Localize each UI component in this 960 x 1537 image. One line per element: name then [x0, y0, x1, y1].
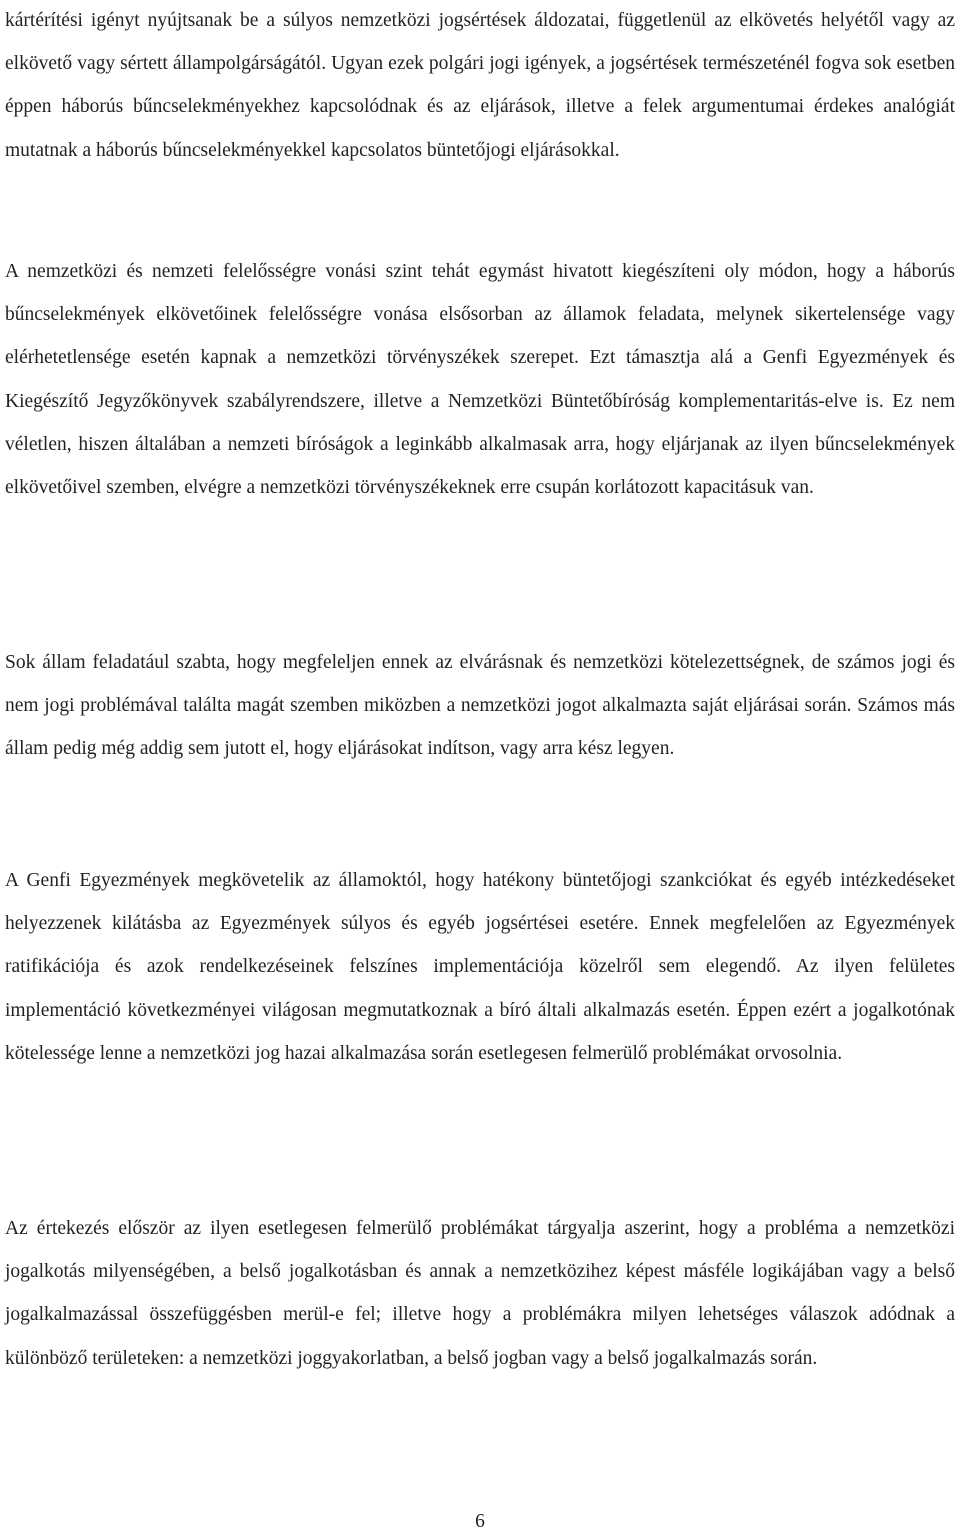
paragraph-1: kártérítési igényt nyújtsanak be a súlyos nemzetközi jogsértések áldozatai, függetlenül az elkövetés helyétől vagy az elkövető vagy sértett állampolgárságától. Ugyan ezek polgári jogi igények, a jogsértések természeténél fogva sok esetben éppen háborús bűncselekményekhez kapcsolódnak és az eljárások, illetve a felek argumentumai érdekes analógiát mutatnak a háborús bűncselekményekkel kapcsolatos büntetőjogi eljárásokkal. [5, 10, 955, 161]
paragraph-3: Sok állam feladatául szabta, hogy megfeleljen ennek az elvárásnak és nemzetközi kötelezettségnek, de számos jogi és nem jogi problémával találta magát szemben miközben a nemzetközi jogot alkalmazta saját eljárásai során. Számos más állam pedig még addig sem jutott el, hogy eljárásokat indítson, vagy arra kész legyen. [5, 652, 955, 760]
paragraph-2: A nemzetközi és nemzeti felelősségre vonási szint tehát egymást hivatott kiegészíteni oly módon, hogy a háborús bűncselekmények elkövetőinek felelősségre vonása elsősorban az államok feladata, melynek sikertelensége vagy elérhetetlensége esetén kapnak a nemzetközi törvényszékek szerepet. Ezt támasztja alá a Genfi Egyezmények és Kiegészítő Jegyzőkönyvek szabályrendszere, illetve a Nemzetközi Büntetőbíróság komplementaritás-elve is. Ez nem véletlen, hiszen általában a nemzeti bíróságok a leginkább alkalmasak arra, hogy eljárjanak az ilyen bűncselekmények elkövetőivel szemben, elvégre a nemzetközi törvényszékeknek erre csupán korlátozott kapacitásuk van. [5, 261, 955, 499]
page-number: 6 [475, 1511, 485, 1532]
paragraph-4: A Genfi Egyezmények megkövetelik az államoktól, hogy hatékony büntetőjogi szankciókat és egyéb intézkedéseket helyezzenek kilátásba az Egyezmények súlyos és egyéb jogsértései esetére. Ennek megfelelően az Egyezmények ratifikációja és azok rendelkezéseinek felszínes implementációja közelről sem elegendő. Az ilyen felületes implementáció következményei világosan megmutatkoznak a bíró általi alkalmazás esetén. Éppen ezért a jogalkotónak kötelessége lenne a nemzetközi jog hazai alkalmazása során esetlegesen felmerülő problémákat orvosolnia. [5, 870, 955, 1064]
paragraph-5: Az értekezés először az ilyen esetlegesen felmerülő problémákat tárgyalja aszerint, hogy a probléma a nemzetközi jogalkotás milyenségében, a belső jogalkotásban és annak a nemzetközihez képest másféle logikájában vagy a belső jogalkalmazással összefüggésben merül-e fel; illetve hogy a problémákra milyen lehetséges válaszok adódnak a különböző területeken: a nemzetközi joggyakorlatban, a belső jogban vagy a belső jogalkalmazás során. [5, 1218, 955, 1369]
